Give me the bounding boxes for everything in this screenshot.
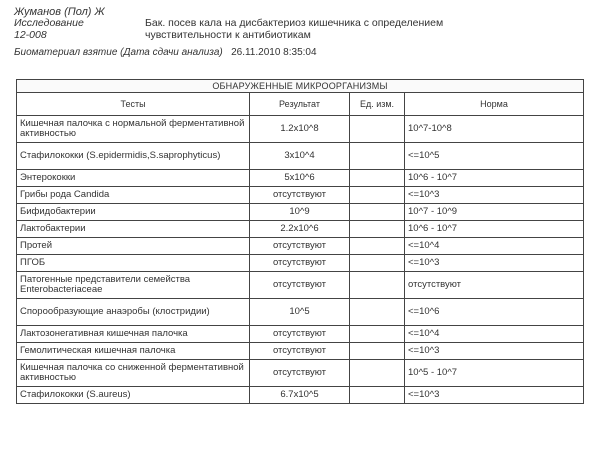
analysis-title: Бак. посев кала на дисбактериоз кишечника с определением чувствительности к антибиотикам <box>145 17 444 41</box>
test-name-cell: Стафилококки (S.aureus) <box>17 387 250 404</box>
table-row <box>17 360 584 387</box>
norm-cell: <=10^5 <box>405 143 584 170</box>
unit-cell <box>350 116 405 143</box>
result-cell: 1.2x10^8 <box>250 116 350 143</box>
norm-cell: <=10^3 <box>405 255 584 272</box>
result-cell: 10^5 <box>250 299 350 326</box>
table-row <box>17 143 584 170</box>
norm-cell: 10^7 - 10^9 <box>405 204 584 221</box>
norm-cell: 10^7-10^8 <box>405 116 584 143</box>
table-row <box>17 299 584 326</box>
norm-cell: <=10^3 <box>405 187 584 204</box>
unit-cell <box>350 272 405 299</box>
test-name-cell: Стафилококки (S.epidermidis,S.saprophyticus) <box>17 143 250 170</box>
received-datetime: 26.11.2010 8:35:04 <box>231 47 317 58</box>
unit-cell <box>350 299 405 326</box>
results-table <box>16 79 584 404</box>
norm-cell: <=10^4 <box>405 326 584 343</box>
test-name-cell: Кишечная палочка с нормальной ферментативной активностью <box>17 116 250 143</box>
result-cell: отсутствуют <box>250 238 350 255</box>
norm-cell: <=10^3 <box>405 343 584 360</box>
column-header-unit: Ед. изм. <box>350 93 405 116</box>
test-name-cell: Спорообразующие анаэробы (клостридии) <box>17 299 250 326</box>
table-row <box>17 343 584 360</box>
column-header-tests: Тесты <box>17 93 250 116</box>
test-name-cell: Энтерококки <box>17 170 250 187</box>
norm-cell: 10^6 - 10^7 <box>405 170 584 187</box>
norm-cell: <=10^4 <box>405 238 584 255</box>
received-line <box>14 47 317 58</box>
result-cell: отсутствуют <box>250 255 350 272</box>
result-cell: отсутствуют <box>250 360 350 387</box>
test-name-cell: Гемолитическая кишечная палочка <box>17 343 250 360</box>
test-name-cell: Лактозонегативная кишечная палочка <box>17 326 250 343</box>
table-row <box>17 387 584 404</box>
test-name-cell: Бифидобактерии <box>17 204 250 221</box>
study-label: Исследование <box>14 17 84 29</box>
result-cell: отсутствуют <box>250 326 350 343</box>
result-cell: 2.2x10^6 <box>250 221 350 238</box>
column-header-result: Результат <box>250 93 350 116</box>
unit-cell <box>350 221 405 238</box>
unit-cell <box>350 360 405 387</box>
table-row <box>17 221 584 238</box>
result-cell: 5x10^6 <box>250 170 350 187</box>
test-name-cell: Грибы рода Candida <box>17 187 250 204</box>
unit-cell <box>350 170 405 187</box>
norm-cell: 10^6 - 10^7 <box>405 221 584 238</box>
result-cell: отсутствуют <box>250 187 350 204</box>
study-code: 12-008 <box>14 29 47 41</box>
unit-cell <box>350 326 405 343</box>
table-row <box>17 116 584 143</box>
unit-cell <box>350 204 405 221</box>
test-name-cell: Патогенные представители семейства Enterobacteriaceae <box>17 272 250 299</box>
test-name-cell: Лактобактерии <box>17 221 250 238</box>
table-row <box>17 272 584 299</box>
result-cell: 10^9 <box>250 204 350 221</box>
unit-cell <box>350 387 405 404</box>
table-row <box>17 326 584 343</box>
norm-cell: отсутствуют <box>405 272 584 299</box>
norm-cell: 10^5 - 10^7 <box>405 360 584 387</box>
table-row <box>17 255 584 272</box>
norm-cell: <=10^6 <box>405 299 584 326</box>
test-name-cell: Кишечная палочка со сниженной ферментативной активностью <box>17 360 250 387</box>
table-row <box>17 170 584 187</box>
test-name-cell: ПГОБ <box>17 255 250 272</box>
result-cell: 3x10^4 <box>250 143 350 170</box>
unit-cell <box>350 238 405 255</box>
table-row <box>17 187 584 204</box>
test-name-cell: Протей <box>17 238 250 255</box>
patient-name: Жуманов (Пол) Ж <box>14 6 105 18</box>
result-cell: 6.7x10^5 <box>250 387 350 404</box>
results-body <box>17 116 584 404</box>
unit-cell <box>350 343 405 360</box>
received-label: Биоматериал взятие (Дата сдачи анализа) <box>14 47 223 58</box>
unit-cell <box>350 255 405 272</box>
result-cell: отсутствуют <box>250 343 350 360</box>
table-row <box>17 238 584 255</box>
unit-cell <box>350 187 405 204</box>
unit-cell <box>350 143 405 170</box>
column-header-norm: Норма <box>405 93 584 116</box>
norm-cell: <=10^3 <box>405 387 584 404</box>
result-cell: отсутствуют <box>250 272 350 299</box>
table-title: ОБНАРУЖЕННЫЕ МИКРООРГАНИЗМЫ <box>17 80 584 93</box>
table-row <box>17 204 584 221</box>
